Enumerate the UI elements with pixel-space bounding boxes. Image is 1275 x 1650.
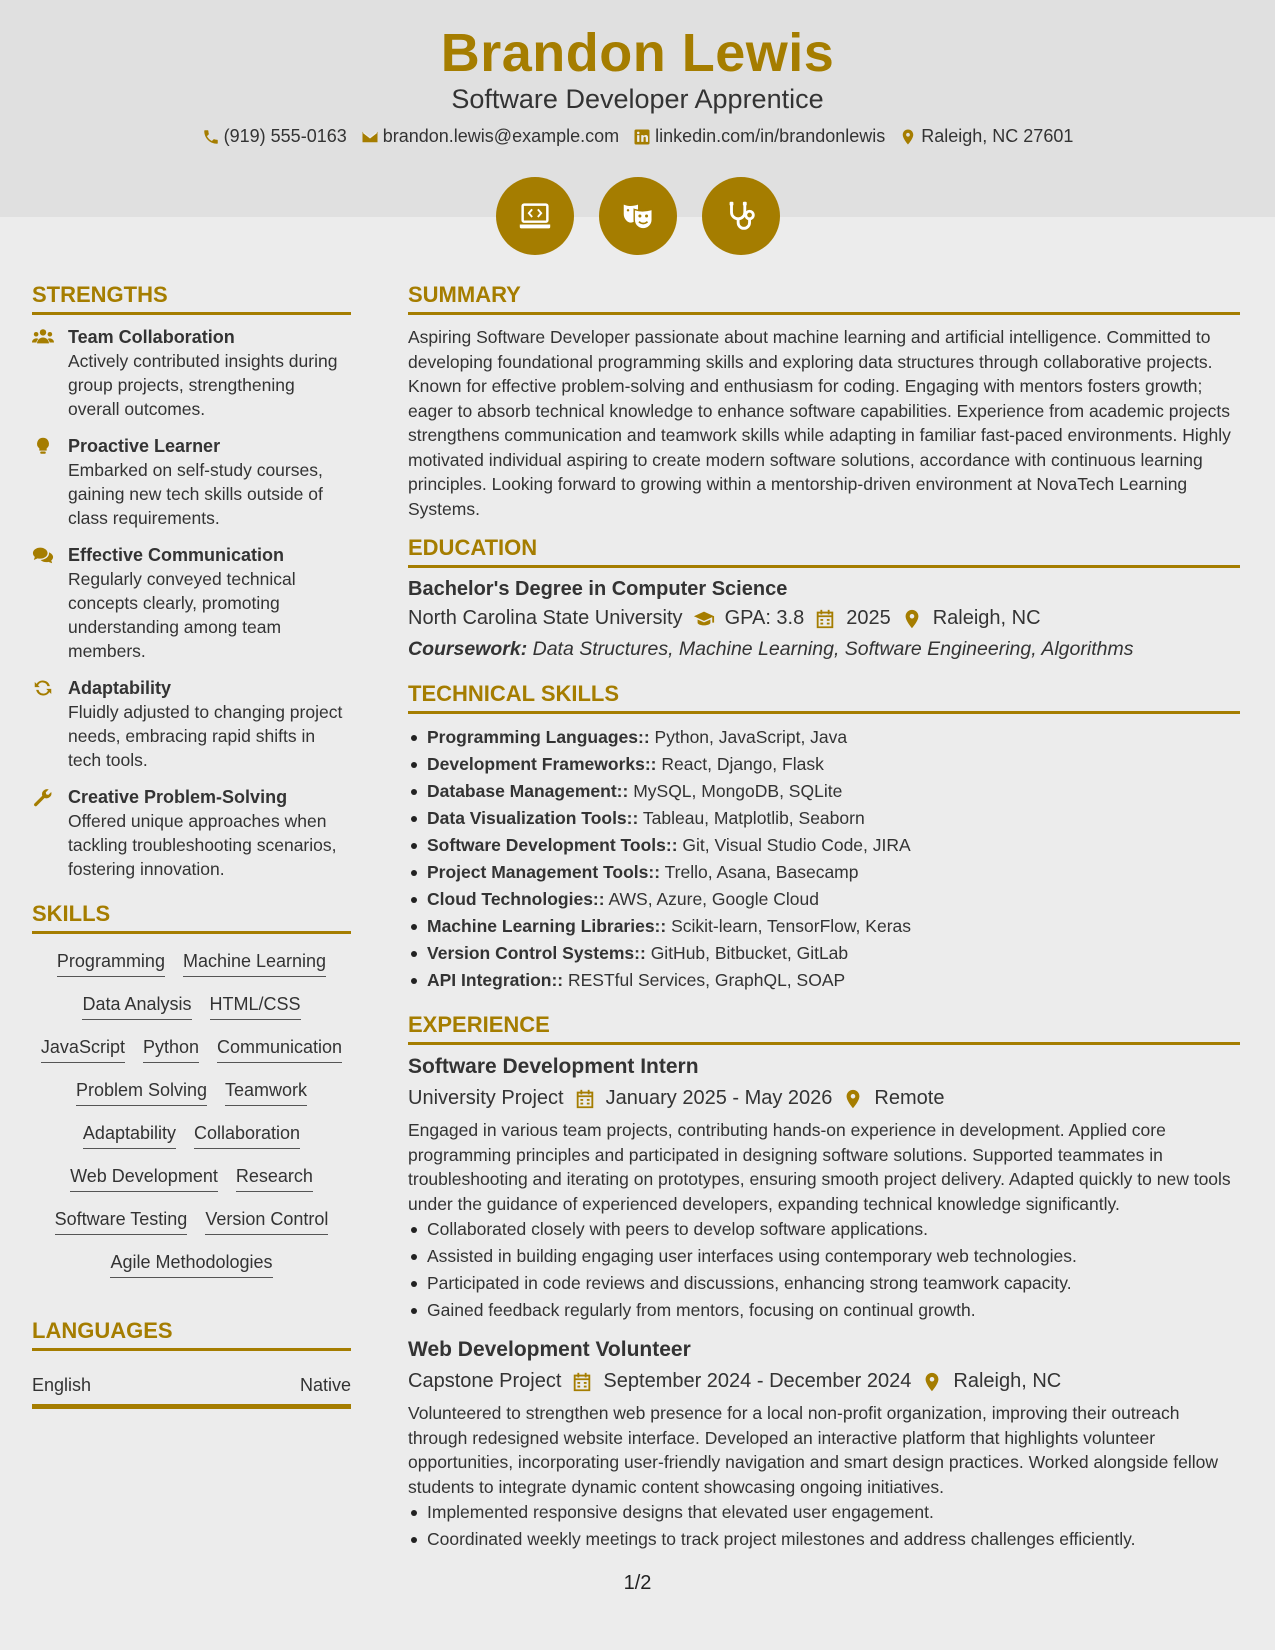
list-item	[408, 886, 1240, 913]
education-heading: EDUCATION	[408, 535, 1240, 568]
job-meta	[408, 1370, 1240, 1393]
job-dates: January 2025 - May 2026	[605, 1087, 833, 1109]
contact-email[interactable]	[361, 126, 619, 147]
linkedin-text: linkedin.com/in/brandonlewis	[655, 126, 886, 146]
job-bullets	[408, 1216, 1240, 1324]
skill-tag: Teamwork	[225, 1079, 307, 1106]
list-item: Gained feedback regularly from mentors, focusing on continual growth.	[408, 1297, 1240, 1324]
skill-label: Database Management::	[427, 781, 629, 801]
skill-tag: JavaScript	[41, 1036, 125, 1063]
theater-masks-icon	[599, 177, 677, 255]
graduation-year: 2025	[846, 607, 891, 629]
page-number: 1/2	[623, 1572, 652, 1594]
list-item	[408, 859, 1240, 886]
list-item: Implemented responsive designs that elevated user engagement.	[408, 1499, 1240, 1526]
skill-value: Trello, Asana, Basecamp	[664, 862, 859, 882]
language-row	[32, 1361, 351, 1409]
skill-label: Machine Learning Libraries::	[427, 916, 667, 936]
list-item	[408, 913, 1240, 940]
strength-desc: Actively contributed insights during group projects, strengthening overall outcomes.	[68, 351, 338, 419]
skill-tag: Problem Solving	[76, 1079, 207, 1106]
phone-icon	[202, 128, 220, 146]
skill-tag: Collaboration	[194, 1122, 300, 1149]
gpa-text: GPA: 3.8	[724, 607, 805, 629]
job-title: Web Development Volunteer	[408, 1338, 691, 1361]
language-name: English	[32, 1375, 92, 1395]
candidate-title: Software Developer Apprentice	[451, 84, 824, 114]
school-name: North Carolina State University	[408, 607, 683, 629]
skill-value: MySQL, MongoDB, SQLite	[633, 781, 843, 801]
list-item: Collaborated closely with peers to develop software applications.	[408, 1216, 1240, 1243]
skill-label: API Integration::	[427, 970, 564, 990]
skill-tag: HTML/CSS	[210, 993, 301, 1020]
skill-label: Version Control Systems::	[427, 943, 646, 963]
strength-desc: Fluidly adjusted to changing project needs, embracing rapid shifts in tech tools.	[68, 702, 343, 770]
interest-icons	[0, 177, 1275, 255]
list-item	[408, 940, 1240, 967]
list-item	[408, 805, 1240, 832]
coursework-label: Coursework:	[408, 638, 528, 660]
calendar-icon	[574, 1088, 596, 1110]
strength-item	[32, 676, 351, 772]
skill-tag: Data Analysis	[82, 993, 191, 1020]
languages-heading: LANGUAGES	[32, 1318, 351, 1351]
map-marker-icon	[842, 1088, 864, 1110]
skill-tag: Python	[143, 1036, 199, 1063]
summary-text: Aspiring Software Developer passionate about machine learning and artificial intelligence. Committed to developing foundational programming skills and exploring data structures through collaborative projects. Known for effective problem-solving and enthusiasm for coding. Engaging with mentors fosters growth; eager to absorb technical knowledge to enhance software capabilities. Experience from academic projects strengthens communication and teamwork skills while adapting in familiar fast-paced environments. Highly motivated individual aspiring to create modern software solutions, accordance with continuous learning principles. Looking forward to growing within a mentorship-driven environment at NovaTech Learning Systems.	[408, 327, 1231, 519]
wrench-icon	[32, 787, 54, 807]
education-location: Raleigh, NC	[932, 607, 1041, 629]
experience-heading: EXPERIENCE	[408, 1012, 1240, 1045]
left-column	[32, 282, 351, 1409]
strength-item	[32, 543, 351, 663]
map-marker-icon	[901, 608, 923, 630]
job-dates: September 2024 - December 2024	[603, 1370, 912, 1392]
job-bullets	[408, 1499, 1240, 1553]
skill-value: Python, JavaScript, Java	[654, 727, 848, 747]
skill-tag: Software Testing	[55, 1208, 188, 1235]
calendar-icon	[814, 608, 836, 630]
strength-title: Proactive Learner	[68, 436, 221, 456]
list-item	[408, 967, 1240, 994]
skill-value: AWS, Azure, Google Cloud	[608, 889, 819, 909]
phone-text: (919) 555-0163	[223, 126, 347, 146]
skill-label: Programming Languages::	[427, 727, 650, 747]
job-location: Raleigh, NC	[953, 1370, 1062, 1392]
calendar-icon	[571, 1371, 593, 1393]
technical-skills-heading: TECHNICAL SKILLS	[408, 681, 1240, 714]
contact-phone[interactable]	[202, 126, 347, 147]
stethoscope-icon	[702, 177, 780, 255]
graduation-cap-icon	[693, 608, 715, 630]
skill-value: GitHub, Bitbucket, GitLab	[650, 943, 849, 963]
envelope-icon	[361, 128, 379, 146]
location-text: Raleigh, NC 27601	[921, 126, 1074, 146]
right-column	[408, 282, 1240, 1567]
job-entry	[408, 1055, 1240, 1324]
strength-item	[32, 434, 351, 530]
skill-label: Software Development Tools::	[427, 835, 678, 855]
list-item: Participated in code reviews and discussions, enhancing strong teamwork capacity.	[408, 1270, 1240, 1297]
job-description: Volunteered to strengthen web presence for a local non-profit organization, improving their outreach through redesigned website interface. Developed an interactive platform that highlights volunteer opportunities, incorporating user-friendly navigation and smart design practices. Worked alongside fellow students to integrate dynamic content showcasing ongoing initiatives.	[408, 1403, 1218, 1497]
list-item	[408, 832, 1240, 859]
list-item: Assisted in building engaging user interfaces using contemporary web technologies.	[408, 1243, 1240, 1270]
skill-label: Data Visualization Tools::	[427, 808, 639, 828]
list-item	[408, 751, 1240, 778]
skill-label: Development Frameworks::	[427, 754, 657, 774]
skill-tag: Machine Learning	[183, 950, 326, 977]
education-meta	[408, 607, 1240, 630]
coursework	[408, 638, 1240, 661]
skill-tag: Web Development	[70, 1165, 218, 1192]
job-description: Engaged in various team projects, contributing hands-on experience in development. Applied core programming principles and participated in designing software solutions. Supported teammates in troubleshooting and iterating on prototypes, ensuring smooth project delivery. Adapted quickly to new tools under the guidance of experienced developers, expanding technical knowledge significantly.	[408, 1120, 1231, 1214]
skill-value: RESTful Services, GraphQL, SOAP	[567, 970, 846, 990]
list-item	[408, 724, 1240, 751]
technical-skills-list	[408, 724, 1240, 994]
contact-location	[899, 126, 1073, 147]
comments-icon	[32, 545, 54, 565]
strength-item	[32, 325, 351, 421]
map-marker-icon	[921, 1371, 943, 1393]
candidate-name: Brandon Lewis	[440, 23, 835, 83]
degree-title: Bachelor's Degree in Computer Science	[408, 578, 788, 600]
strength-item	[32, 785, 351, 881]
lightbulb-icon	[32, 436, 54, 456]
map-marker-icon	[899, 128, 917, 146]
strength-desc: Offered unique approaches when tackling troubleshooting scenarios, fostering innovation.	[68, 811, 337, 879]
email-text: brandon.lewis@example.com	[382, 126, 620, 146]
job-entry	[408, 1338, 1240, 1553]
sync-icon	[32, 678, 54, 698]
skill-label: Project Management Tools::	[427, 862, 661, 882]
skill-tag: Version Control	[205, 1208, 328, 1235]
resume-header	[0, 0, 1275, 217]
skill-tag: Agile Methodologies	[110, 1251, 272, 1278]
strength-title: Effective Communication	[68, 545, 285, 565]
skill-value: Git, Visual Studio Code, JIRA	[682, 835, 911, 855]
skills-tags	[32, 944, 351, 1278]
job-location: Remote	[874, 1087, 945, 1109]
strength-title: Team Collaboration	[68, 327, 235, 347]
list-item: Coordinated weekly meetings to track project milestones and address challenges efficiently.	[408, 1526, 1240, 1553]
strength-title: Adaptability	[68, 678, 172, 698]
skill-tag: Adaptability	[83, 1122, 176, 1149]
job-title: Software Development Intern	[408, 1055, 699, 1078]
users-icon	[32, 327, 54, 347]
language-level: Native	[299, 1375, 351, 1395]
job-org: Capstone Project	[408, 1370, 562, 1392]
contact-bar	[0, 126, 1275, 147]
job-meta	[408, 1087, 1240, 1110]
strength-desc: Embarked on self-study courses, gaining new tech skills outside of class requirements.	[68, 460, 323, 528]
skills-heading: SKILLS	[32, 901, 351, 934]
skill-value: Tableau, Matplotlib, Seaborn	[642, 808, 865, 828]
contact-linkedin[interactable]	[633, 126, 885, 147]
laptop-code-icon	[496, 177, 574, 255]
skill-value: React, Django, Flask	[661, 754, 824, 774]
strengths-heading: STRENGTHS	[32, 282, 351, 315]
job-org: University Project	[408, 1087, 564, 1109]
summary-heading: SUMMARY	[408, 282, 1240, 315]
list-item	[408, 778, 1240, 805]
strength-title: Creative Problem-Solving	[68, 787, 288, 807]
skill-value: Scikit-learn, TensorFlow, Keras	[671, 916, 912, 936]
coursework-list: Data Structures, Machine Learning, Software Engineering, Algorithms	[532, 638, 1134, 660]
skill-tag: Programming	[57, 950, 165, 977]
skill-label: Cloud Technologies::	[427, 889, 605, 909]
skill-tag: Communication	[217, 1036, 342, 1063]
linkedin-icon	[633, 128, 651, 146]
strength-desc: Regularly conveyed technical concepts clearly, promoting understanding among team members.	[68, 569, 296, 661]
skill-tag: Research	[236, 1165, 313, 1192]
